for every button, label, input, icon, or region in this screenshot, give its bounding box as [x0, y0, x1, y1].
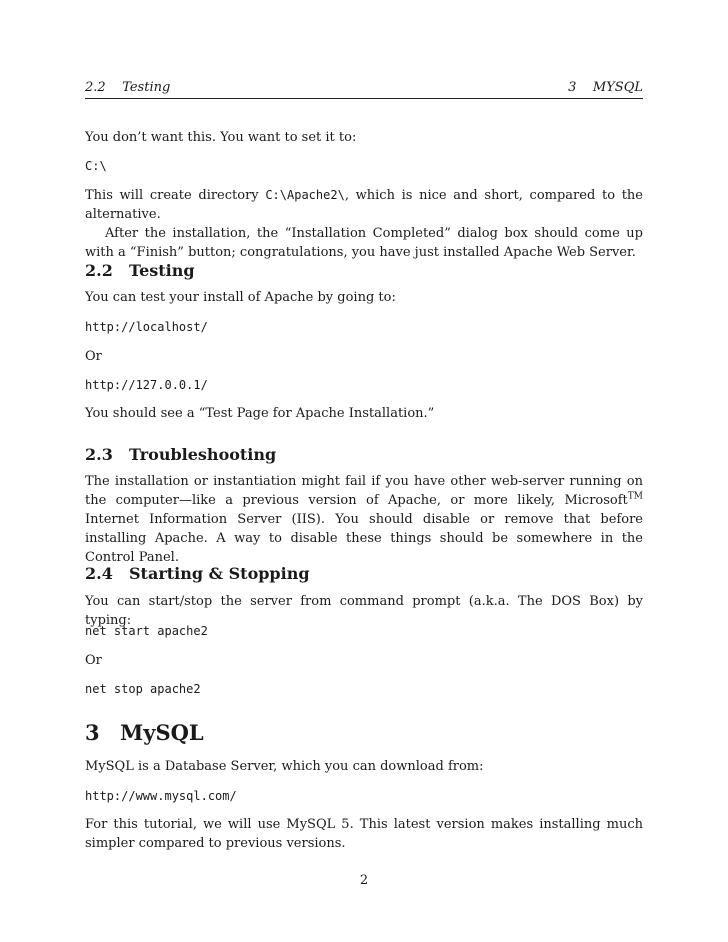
s23-text-pre: The installation or instantiation might fail if you have other web-server running on the computer—like a previous version of Apache, or more likely, Microsoft — [85, 474, 643, 508]
intro-p2-post: , which is nice and short, compared to the alternative. — [85, 188, 643, 222]
section-title: Troubleshooting — [129, 445, 277, 464]
s24-or: Or — [85, 653, 102, 668]
intro-paragraph-3: After the installation, the “Installation Completed” dialog box should come up with a “Finish” button; congratulations, you have just installed Apache Web Server. — [85, 226, 643, 260]
intro-p2-pre: This will create directory — [85, 188, 266, 203]
section-2-4-heading — [85, 564, 643, 583]
section-number: 2.4 — [85, 564, 113, 583]
s22-paragraph-2: You should see a “Test Page for Apache Installation.” — [85, 406, 435, 421]
s3-code-mysql-url: http://www.mysql.com/ — [85, 789, 237, 803]
section-number: 3 — [85, 720, 100, 745]
s3-paragraph-1: MySQL is a Database Server, which you can download from: — [85, 759, 484, 774]
intro-code-c-drive: C:\ — [85, 159, 107, 173]
s23-paragraph — [85, 472, 643, 567]
s22-or: Or — [85, 349, 102, 364]
trademark-mark: TM — [627, 491, 643, 502]
section-3-heading — [85, 720, 643, 745]
s24-code-stop: net stop apache2 — [85, 682, 201, 696]
header-right: 3 MYSQL — [568, 80, 643, 95]
s22-code-ip: http://127.0.0.1/ — [85, 378, 208, 392]
section-title: Starting & Stopping — [129, 564, 310, 583]
section-number: 2.3 — [85, 445, 113, 464]
section-2-2-heading — [85, 261, 643, 280]
section-title: Testing — [129, 261, 195, 280]
s23-text-post: Internet Information Server (IIS). You should disable or remove that before installing Apache. A way to disable these things should be somewhere in the Control Panel. — [85, 512, 643, 565]
s24-paragraph-1: You can start/stop the server from command prompt (a.k.a. The DOS Box) by typing: — [85, 594, 643, 628]
intro-paragraph-1: You don’t want this. You want to set it to: — [85, 130, 357, 145]
section-number: 2.2 — [85, 261, 113, 280]
s22-paragraph-1: You can test your install of Apache by going to: — [85, 290, 396, 305]
document-page — [85, 0, 643, 942]
intro-paragraph-2 — [85, 186, 643, 262]
page-number: 2 — [359, 873, 369, 888]
s22-code-localhost: http://localhost/ — [85, 320, 208, 334]
intro-p2-code: C:\Apache2\ — [265, 188, 345, 202]
section-title: MySQL — [120, 720, 204, 745]
section-2-3-heading — [85, 445, 643, 464]
s24-code-start: net start apache2 — [85, 624, 208, 638]
s3-paragraph-2: For this tutorial, we will use MySQL 5. This latest version makes installing much simpler compared to previous versions. — [85, 817, 643, 851]
running-header — [85, 80, 643, 99]
header-left: 2.2 Testing — [85, 80, 171, 95]
